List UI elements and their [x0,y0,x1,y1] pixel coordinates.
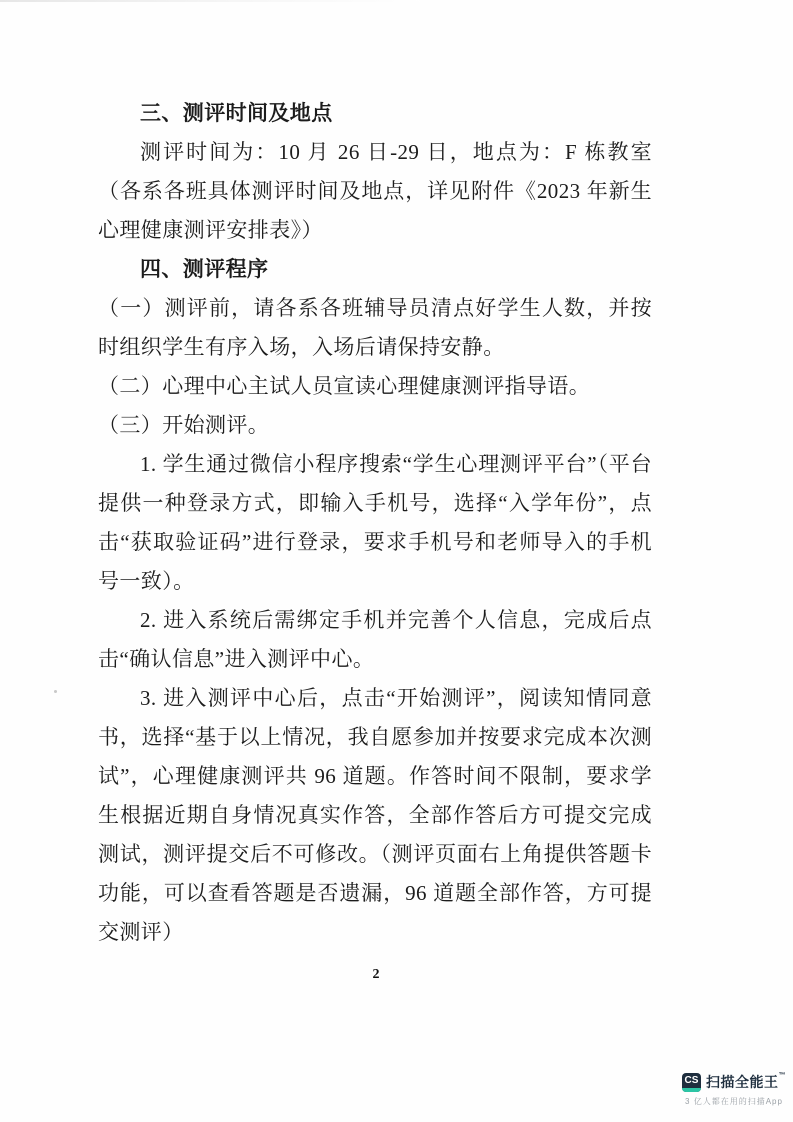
paragraph-item-1: （一）测评前，请各系各班辅导员清点好学生人数，并按时组织学生有序入场，入场后请保持安静。 [98,296,652,359]
section-heading-4: 四、测评程序 [140,257,269,281]
document-body [98,94,652,952]
camscanner-logo-row [682,1072,786,1092]
paragraph-item-3: （三）开始测评。 [98,413,270,437]
camscanner-name: 扫描全能王™ [706,1072,786,1090]
section-heading-3: 三、测评时间及地点 [140,101,333,125]
paragraph-item-2: （二）心理中心主试人员宣读心理健康测评指导语。 [98,374,591,398]
scan-edge-artifact [0,0,420,2]
trademark-symbol: ™ [778,1072,786,1079]
paragraph-step-3: 3. 进入测评中心后，点击“开始测评”，阅读知情同意书，选择“基于以上情况，我自愿参加并按要求完成本次测试”，心理健康测评共 96 道题。作答时间不限制，要求学生根据近期自身情况真实作答，全部作答后方可提交完成测试，测评提交后不可修改。（测评页面右上角提供答题卡功能，可以查看答题是否遗漏，96 道题全部作答，方可提交测评） [98,686,652,944]
paragraph-step-2: 2. 进入系统后需绑定手机并完善个人信息，完成后点击“确认信息”进入测评中心。 [98,608,652,671]
page-number: 2 [372,967,380,982]
camscanner-logo-letters: CS [684,1074,699,1086]
camscanner-tagline: 3 亿人都在用的扫描App [685,1097,783,1106]
paragraph-time-location: 测评时间为：10 月 26 日-29 日，地点为：F 栋教室（各系各班具体测评时间及地点，详见附件《2023 年新生心理健康测评安排表》） [98,140,652,242]
camscanner-logo-icon [682,1073,701,1092]
scan-speck-artifact [54,690,57,693]
camscanner-watermark [684,1072,784,1107]
camscanner-logo-underline [682,1088,701,1092]
paragraph-step-1: 1. 学生通过微信小程序搜索“学生心理测评平台”（平台提供一种登录方式，即输入手机号，选择“入学年份”，点击“获取验证码”进行登录，要求手机号和老师导入的手机号一致）。 [98,452,652,593]
